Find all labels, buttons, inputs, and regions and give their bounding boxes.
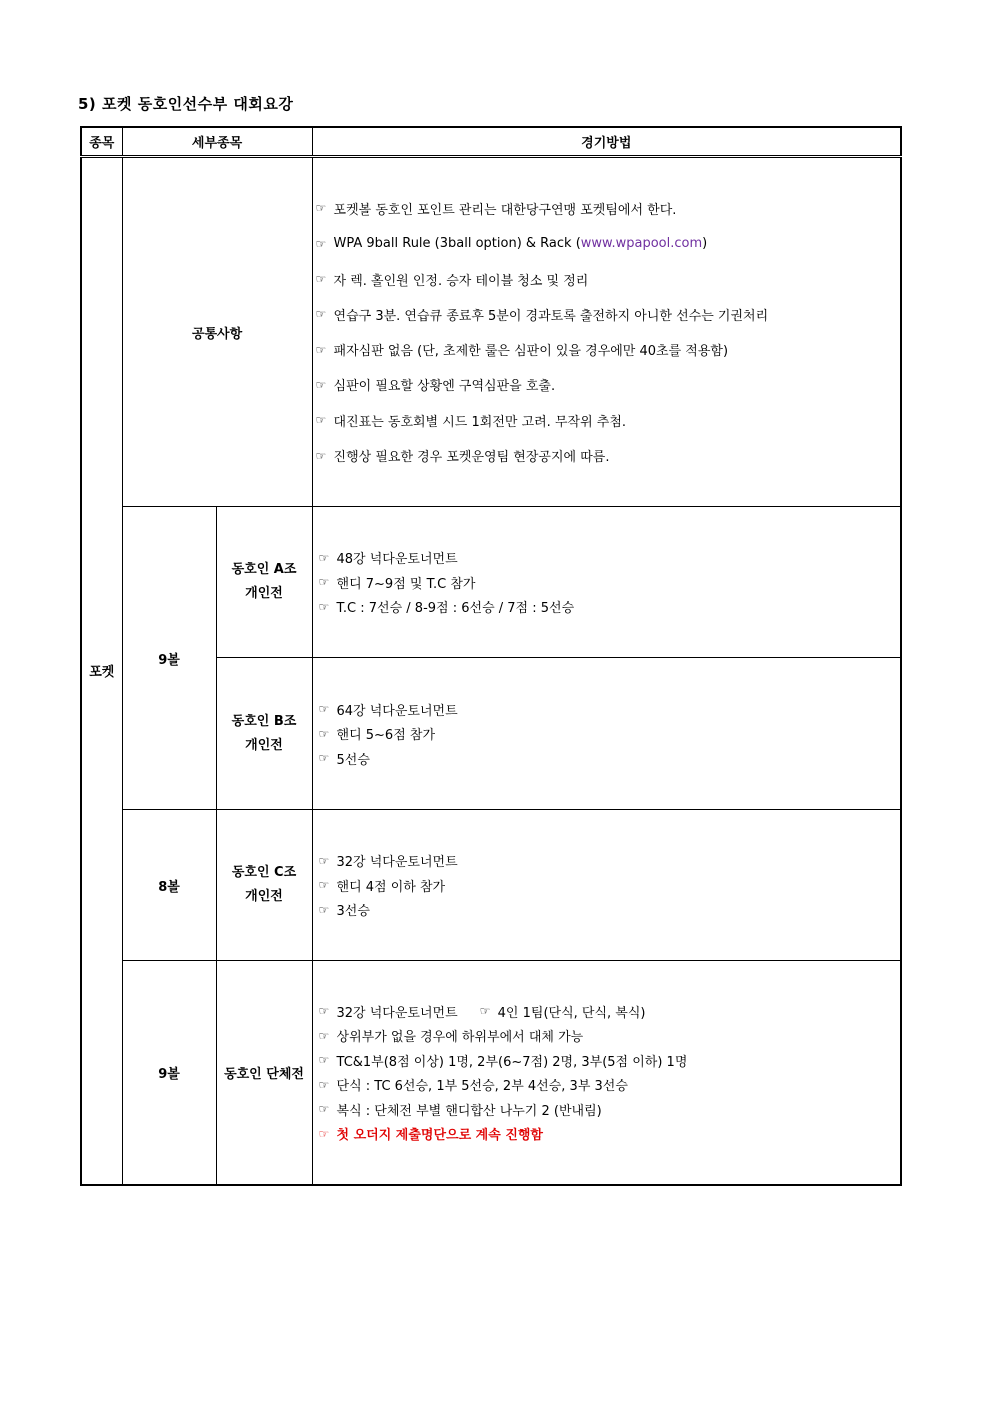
list-item: ☞ 상위부가 없을 경우에 하위부에서 대체 가능 <box>318 1028 584 1045</box>
list-item: ☞ 연습구 3분. 연습큐 종료후 5분이 경과토록 출전하지 아니한 선수는 기권처리 <box>315 307 769 324</box>
event-b-rules <box>312 658 901 810</box>
game-9ball-cell: 9볼 <box>122 507 216 810</box>
pointer-icon: ☞ <box>318 1077 330 1092</box>
pointer-icon: ☞ <box>318 599 330 614</box>
list-item: ☞ 64강 넉다운토너먼트 <box>318 702 458 719</box>
list-item: ☞ WPA 9ball Rule (3ball option) & Rack ( www.wpapool.com ) <box>315 236 708 252</box>
header-subcategory: 세부종목 <box>122 127 312 157</box>
pointer-icon: ☞ <box>318 853 330 868</box>
list-item: ☞ 심판이 필요할 상황엔 구역심판을 호출. <box>315 377 556 395</box>
pointer-icon: ☞ <box>318 575 330 589</box>
list-item: ☞ 자 렉. 홀인원 인정. 승자 테이블 청소 및 정리 <box>315 272 589 289</box>
pointer-icon: ☞ <box>315 201 327 216</box>
list-item: ☞ 3선승 <box>318 902 370 919</box>
pointer-icon: ☞ <box>318 550 330 565</box>
event-team-rules <box>312 961 901 1185</box>
list-item: ☞ 복식 : 단체전 부별 핸디합산 나누기 2 (반내림) <box>318 1102 602 1119</box>
list-item: ☞ 핸디 5~6점 참가 <box>318 726 436 743</box>
common-rules <box>312 157 901 507</box>
table-row-a <box>81 507 901 658</box>
pointer-icon: ☞ <box>318 702 330 716</box>
event-team-name: 동호인 단체전 <box>216 961 312 1185</box>
pointer-icon: ☞ <box>318 1053 330 1067</box>
table-row-common <box>81 157 901 507</box>
list-item: ☞ 진행상 필요한 경우 포켓운영팀 현장공지에 따름. <box>315 448 610 466</box>
rules-table <box>80 126 902 1186</box>
table-row-c <box>81 810 901 961</box>
table-row-team <box>81 961 901 1185</box>
game-9ball-team-cell: 9볼 <box>122 961 216 1185</box>
header-method: 경기방법 <box>312 127 901 157</box>
list-item: ☞ 32강 넉다운토너먼트 <box>318 853 458 870</box>
pointer-icon: ☞ <box>318 751 330 765</box>
common-label: 공통사항 <box>122 157 312 507</box>
pointer-icon: ☞ <box>315 272 327 287</box>
list-item: ☞ 단식 : TC 6선승, 1부 5선승, 2부 4선승, 3부 3선승 <box>318 1077 628 1094</box>
event-a-rules <box>312 507 901 658</box>
pointer-icon: ☞ <box>315 342 327 357</box>
pointer-icon: ☞ <box>318 726 330 741</box>
list-item: ☞ 대진표는 동호회별 시드 1회전만 고려. 무작위 추첨. <box>315 413 627 430</box>
list-item: ☞ 패자심판 없음 (단, 초제한 룰은 심판이 있을 경우에만 40초를 적용함) <box>315 342 729 360</box>
list-item: ☞ T.C : 7선승 / 8-9점 : 6선승 / 7점 : 5선승 <box>318 599 575 616</box>
list-item: ☞ 48강 넉다운토너먼트 <box>318 550 458 567</box>
pointer-icon: ☞ <box>318 878 330 892</box>
pointer-icon: ☞ <box>318 1004 330 1018</box>
category-cell: 포켓 <box>81 157 122 1185</box>
pointer-icon: ☞ <box>479 1004 491 1018</box>
pointer-icon: ☞ <box>318 1102 330 1116</box>
pointer-icon: ☞ <box>315 377 327 392</box>
header-category: 종목 <box>81 127 122 157</box>
pointer-icon: ☞ <box>318 1028 330 1043</box>
list-item-highlight: ☞ 첫 오더지 제출명단으로 계속 진행함 <box>318 1126 543 1143</box>
list-item: ☞ 포켓볼 동호인 포인트 관리는 대한당구연맹 포켓팀에서 한다. <box>315 201 677 218</box>
event-c-name: 동호인 C조 개인전 <box>216 810 312 961</box>
table-header-row <box>81 127 901 157</box>
list-item: ☞ 32강 넉다운토너먼트 ☞ 4인 1팀(단식, 단식, 복식) <box>318 1004 646 1021</box>
list-item: ☞ TC&1부(8점 이상) 1명, 2부(6~7점) 2명, 3부(5점 이하) 1명 <box>318 1053 688 1070</box>
event-a-name: 동호인 A조 개인전 <box>216 507 312 658</box>
wpa-link[interactable]: www.wpapool.com <box>580 236 703 252</box>
game-8ball-cell: 8볼 <box>122 810 216 961</box>
event-c-rules <box>312 810 901 961</box>
list-item: ☞ 5선승 <box>318 751 370 768</box>
page-title: 5) 포켓 동호인선수부 대회요강 <box>78 95 294 113</box>
pointer-icon: ☞ <box>318 1126 330 1141</box>
pointer-icon: ☞ <box>315 307 327 322</box>
list-item: ☞ 핸디 4점 이하 참가 <box>318 878 446 895</box>
pointer-icon: ☞ <box>315 236 327 251</box>
pointer-icon: ☞ <box>315 413 327 428</box>
pointer-icon: ☞ <box>315 448 327 463</box>
list-item: ☞ 핸디 7~9점 및 T.C 참가 <box>318 575 476 592</box>
event-b-name: 동호인 B조 개인전 <box>216 658 312 810</box>
pointer-icon: ☞ <box>318 902 330 917</box>
